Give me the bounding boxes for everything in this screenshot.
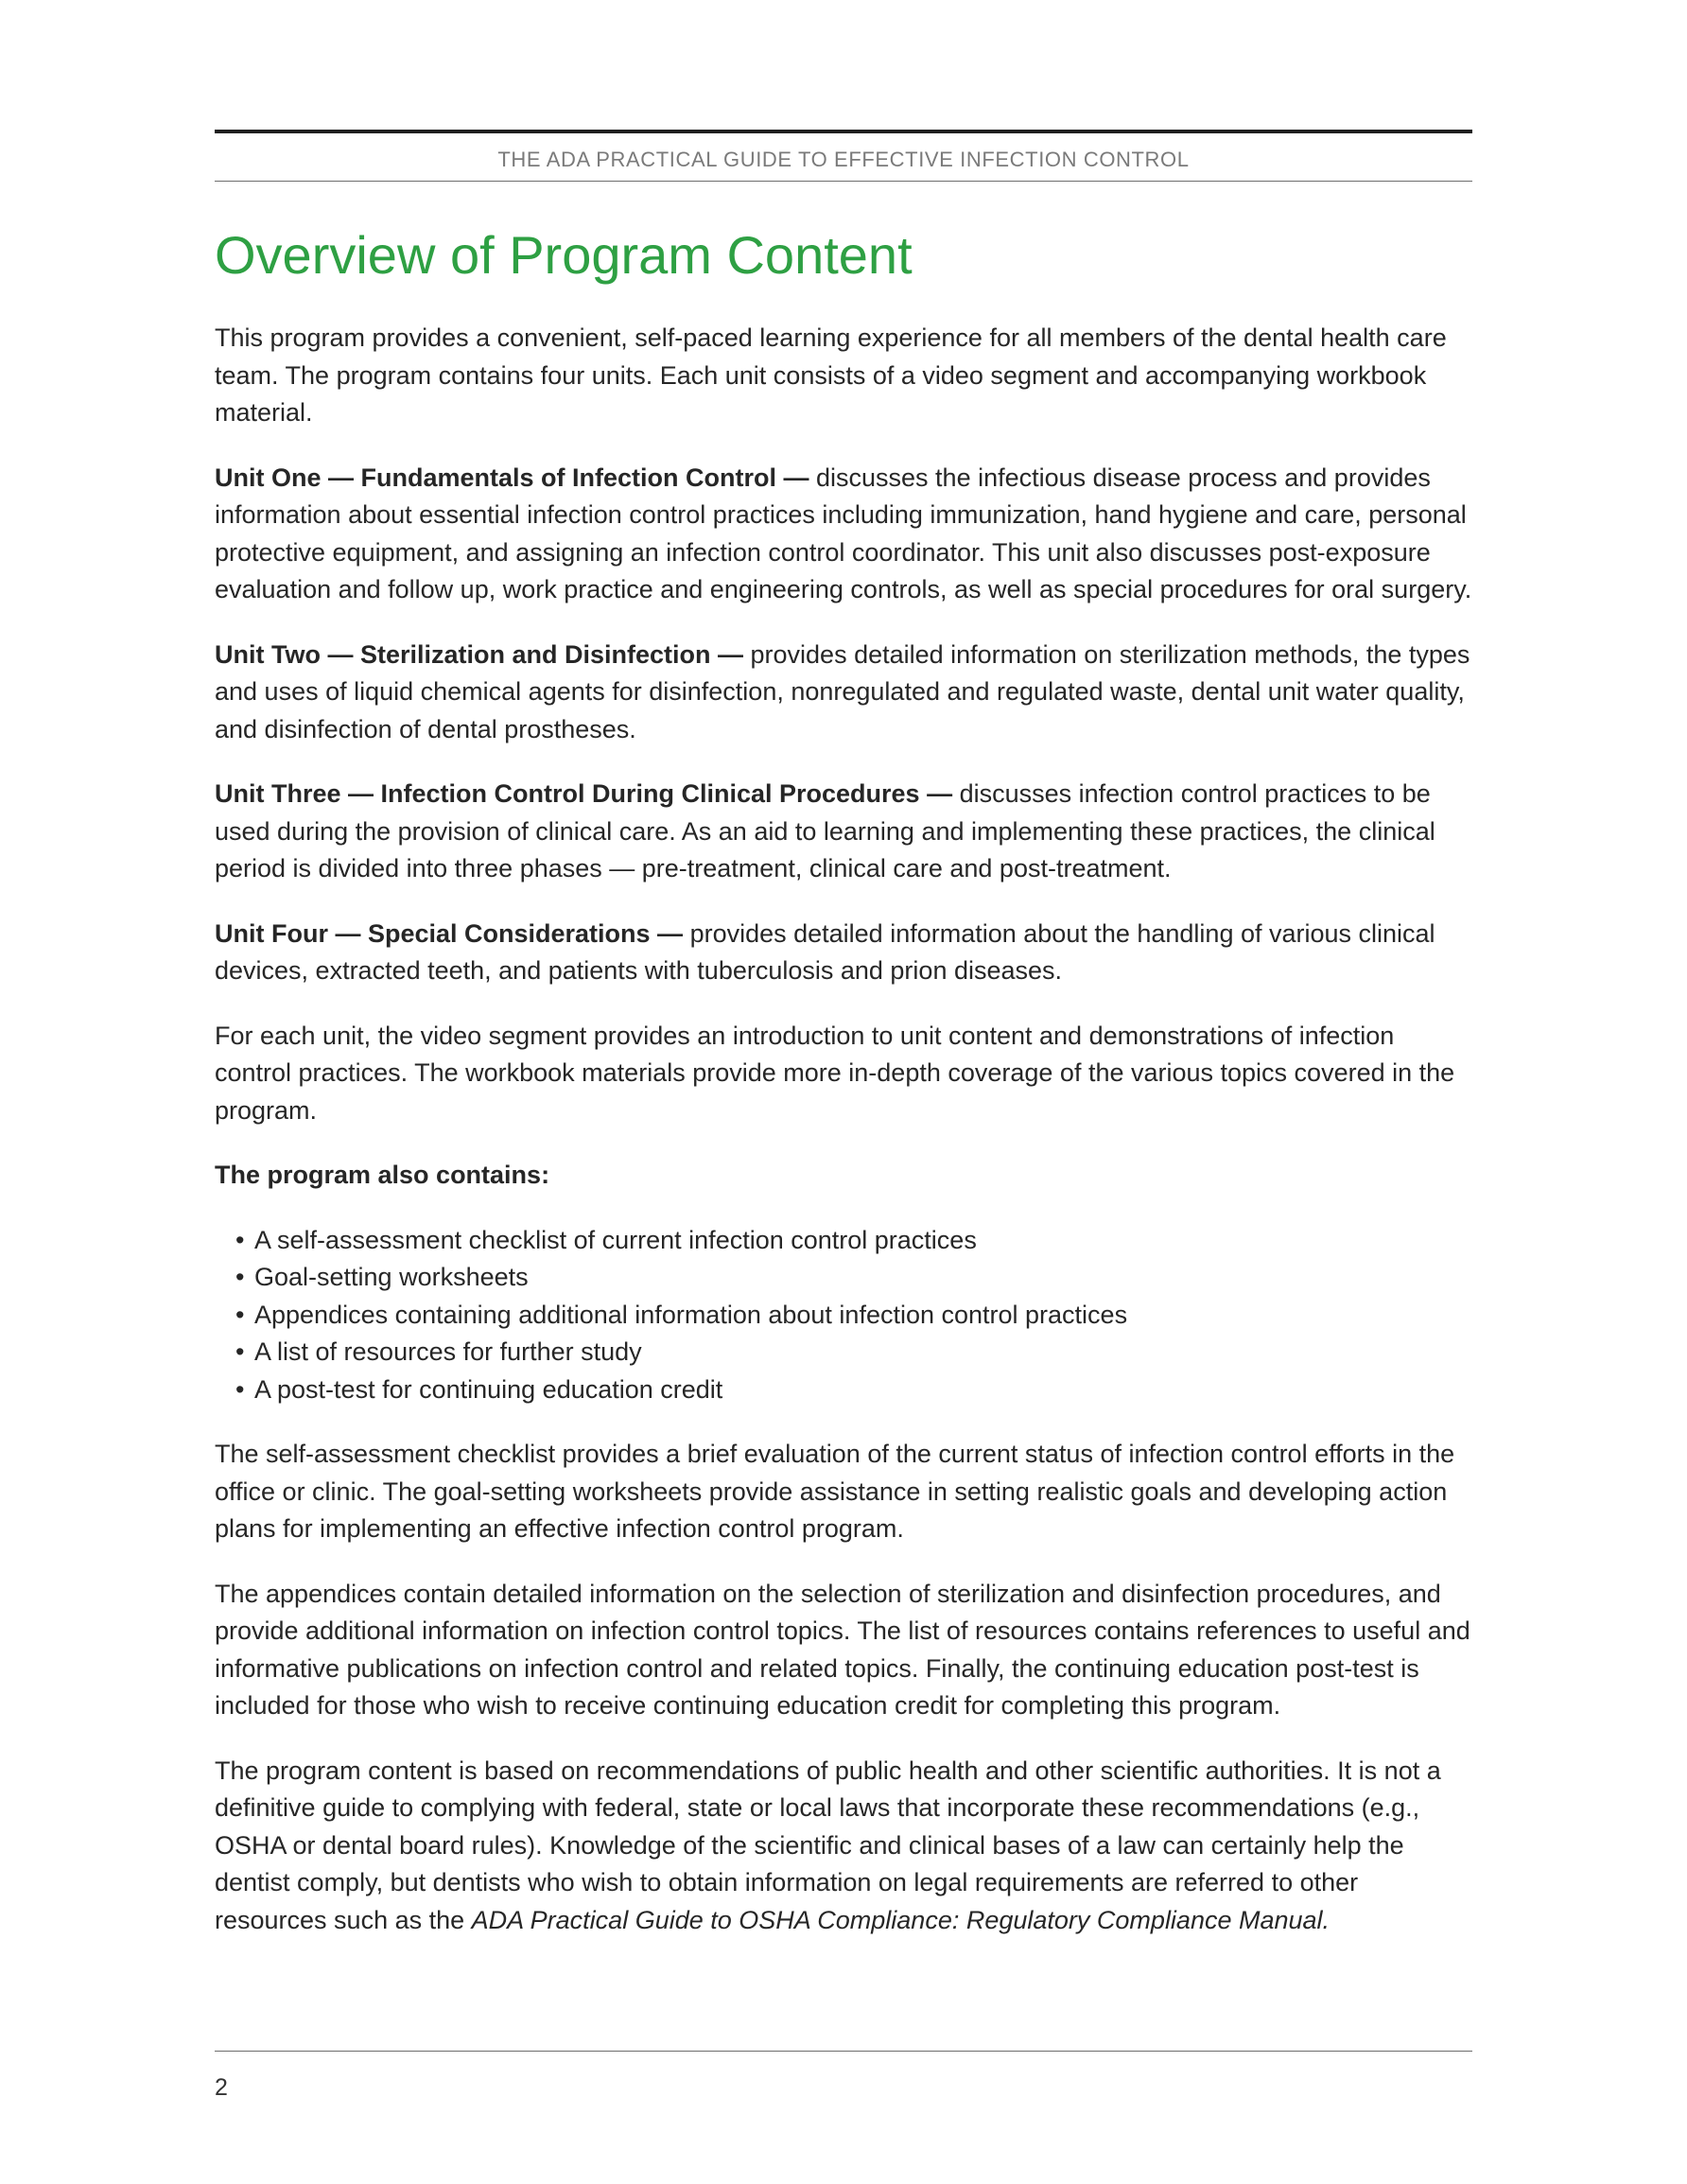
list-item [235,1372,1472,1409]
list-item [235,1259,1472,1297]
page-number: 2 [215,2074,228,2101]
bullet-icon: • [235,1225,245,1254]
list-item [235,1334,1472,1372]
list-item [235,1297,1472,1335]
contains-heading: The program also contains: [215,1161,550,1189]
contains-list [215,1222,1472,1409]
running-head: THE ADA PRACTICAL GUIDE TO EFFECTIVE INFECTION CONTROL [497,148,1190,171]
osha-manual-title: ADA Practical Guide to OSHA Compliance: Regulatory Compliance Manual. [471,1905,1330,1934]
body-content [215,320,1472,1966]
unit-one-text: discusses the infectious disease process and provides information about essential infection control practices including immunization, hand hygiene and care, personal protective equipment, and assigning an infection control coordinator. This unit also discusses post-exposure evaluation and follow up, work practice and engineering controls, as well as special procedures for oral surgery. [215,463,1472,603]
video-paragraph: For each unit, the video segment provides an introduction to unit content and demonstrations of infection control practices. The workbook materials provide more in-depth coverage of the various topics covered in the program. [215,1021,1455,1125]
unit-three-text: discusses infection control practices to be used during the provision of clinical care. As an aid to learning and implementing these practices, the clinical period is divided into three phases — pre-treatment, clinical care and post-treatment. [215,779,1435,882]
bullet-icon: • [235,1374,245,1404]
list-item-text: A list of resources for further study [254,1337,642,1366]
document-page [215,0,1472,2184]
unit-two-text: provides detailed information on sterilization methods, the types and uses of liquid chemical agents for disinfection, nonregulated and regulated waste, dental unit water quality, and disinfection of dental prostheses. [215,639,1470,743]
bullet-icon: • [235,1337,245,1366]
list-item-text: Goal-setting worksheets [254,1263,529,1291]
unit-one-heading: Unit One — Fundamentals of Infection Control — [215,463,809,492]
unit-two-heading: Unit Two — Sterilization and Disinfection — [215,639,744,669]
unit-four-paragraph [215,916,1472,990]
bullet-icon: • [235,1263,245,1291]
final-paragraph-text: The program content is based on recommendations of public health and other scientific authorities. It is not a definitive guide to complying with federal, state or local laws that incorporate these recommendations (e.g., OSHA or dental board rules). Knowledge of the scientific and clinical bases of a law can certainly help the dentist comply, but dentists who wish to obtain information on legal requirements are referred to other resources such as the [215,1756,1441,1934]
unit-four-text: provides detailed information about the handling of various clinical devices, extracted teeth, and patients with tuberculosis and prion diseases. [215,918,1435,985]
checklist-paragraph: The self-assessment checklist provides a brief evaluation of the current status of infection control efforts in the office or clinic. The goal-setting worksheets provide assistance in setting realistic goals and developing action plans for implementing an effective infection control program. [215,1440,1455,1543]
final-paragraph [215,1753,1472,1940]
list-item-text: Appendices containing additional information about infection control practices [254,1300,1128,1329]
unit-one-paragraph [215,460,1472,609]
list-item-text: A self-assessment checklist of current infection control practices [254,1225,977,1254]
list-item [235,1222,1472,1260]
page-title: Overview of Program Content [215,225,913,285]
unit-four-heading: Unit Four — Special Considerations — [215,918,684,948]
footer-rule [215,2051,1472,2052]
unit-two-paragraph [215,637,1472,749]
intro-paragraph: This program provides a convenient, self-paced learning experience for all members of the dental health care team. The program contains four units. Each unit consists of a video segment and accompanying workbook material. [215,323,1447,427]
header-rule-top [215,130,1472,133]
unit-three-paragraph [215,776,1472,888]
unit-three-heading: Unit Three — Infection Control During Clinical Procedures — [215,779,953,808]
list-item-text: A post-test for continuing education credit [254,1374,723,1404]
appendices-paragraph: The appendices contain detailed information on the selection of sterilization and disinfection procedures, and provide additional information on infection control topics. The list of resources contains references to useful and informative publications on infection control and related topics. Finally, the continuing education post-test is included for those who wish to receive continuing education credit for completing this program. [215,1579,1470,1720]
bullet-icon: • [235,1300,245,1329]
header-rule-bottom [215,181,1472,182]
